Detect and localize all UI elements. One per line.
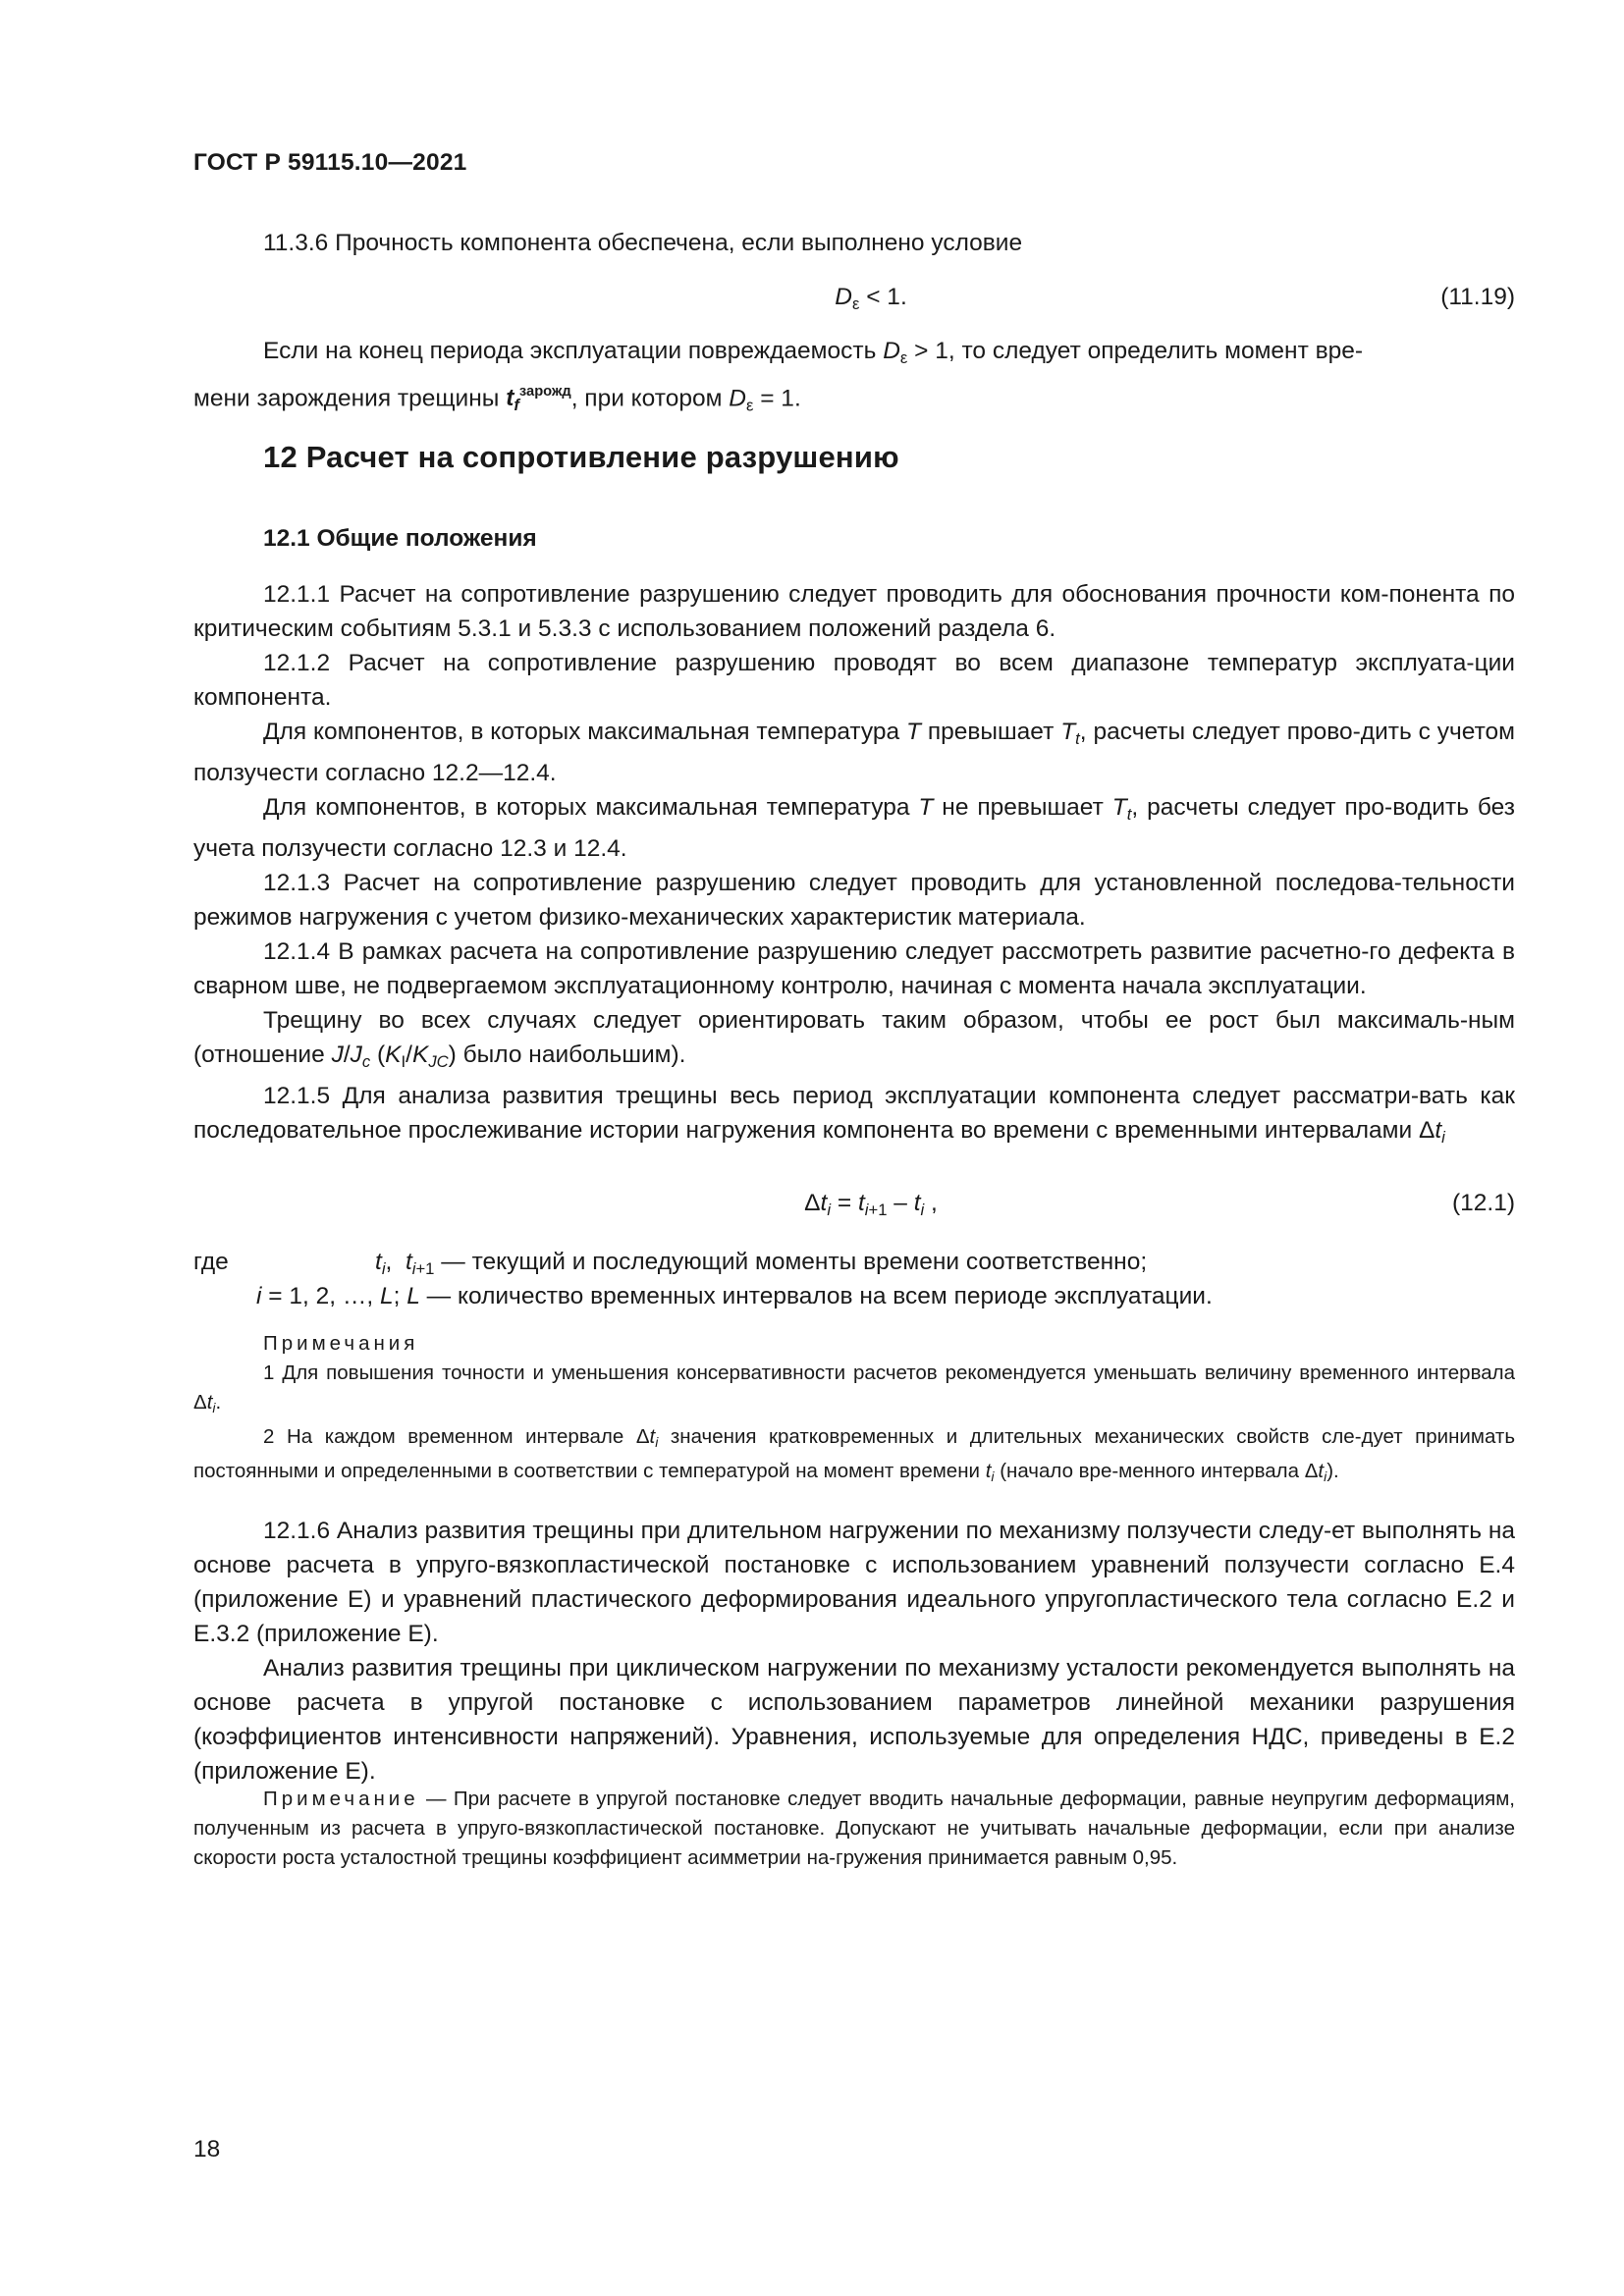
equation-number: (11.19) <box>1440 284 1515 310</box>
formula-12-1 <box>193 1186 1515 1221</box>
note-3: Примечание — При расчете в упругой постановке следует вводить начальные деформации, равные неупругим деформациям, полученным из расчета в упруго-вязкопластической постановке. Допускают не учитывать начальные деформации, если при анализе скорости роста усталостной трещины коэффициент асимметрии на-гружения принимается равным 0,95. <box>193 1788 1515 1869</box>
notes-block <box>193 1329 1515 1492</box>
note-3-block <box>193 1785 1515 1873</box>
document-page: ГОСТ Р 59115.10—2021 11.3.6 Прочность компонента обеспечена, если выполнено условие $D_\varepsilon < 1$. (11.19) Если на конец периода эксплуатации повреждаемость $D_\varepsilon > 1$, то следует определить момент вре- мени зарождения трещины $t_f^{зарожд}$, при котором $D_\varepsilon = 1$. 12 Расчет на сопротивление разрушению 12.1 Общие положения 12.1.1 Расчет на сопротивление разрушению следует проводить для обоснования прочности ком-понента по критическим событиям 5.3.1 и 5.3.3 с использованием положений раздела 6. 12.1.2 Расчет на сопротивление разрушению проводят во всем диапазоне температур эксплуата-ции компонента. Для компонентов, в которых максимальная температура T превышает $T_t$, расчеты следует прово-дить с учетом ползучести согласно 12.2—12.4. Для компонентов, в которых максимальная температура T не превышает $T_t$, расчеты следует про-водить без учета ползучести согласно 12.3 и 12.4. 12.1.3 Расчет на сопротивление разрушению следует проводить для установленной последова-тельности режимов нагружения с учетом физико-механических характеристик материала. 12.1.4 В рамках расчета на сопротивление разрушению следует рассмотреть развитие расчетно-го дефекта в сварном шве, не подвергаемом эксплуатационному контролю, начиная с момента начала эксплуатации. Трещину во всех случаях следует ориентировать таким образом, чтобы ее рост был максималь-ным (отношение $J/J_c$ $(K_I/K_{JC})$ было наибольшим). 12.1.5 Для анализа развития трещины весь период эксплуатации компонента следует рассматри-вать как последовательное прослеживание истории нагружения компонента во времени с временными интервалами $\Delta t_i$ $\Delta t_i = t_{i+1} - t_i$ , (12.1) где $t_i$, $t_{i+1}$ — текущий и последующий моменты времени соответственно; i = 1, 2, …, L; L — количество временных интервалов на всем периоде эксплуатации. Примечания 1 Для повышения точности и уменьшения консервативности расчетов рекомендуется уменьшать величину временного интервала $\Delta t_i$. 2 На каждом временном интервале $\Delta t_i$ значения кратковременных и длительных механических свойств сле-дует принимать постоянными и определенными в соответствии с температурой на момент времени $t_i$ (начало вре-менного интервала $\Delta t_i$). 12.1.6 Анализ развития трещины при длительном нагружении по механизму ползучести следу-ет выполнять на основе расчета в упруго-вязкопластической постановке с использованием уравнений ползучести согласно Е.4 (приложение Е) и уравнений пластического деформирования идеального упругопластического тела согласно Е.2 и Е.3.2 (приложение Е). Анализ развития трещины при циклическом нагружении по механизму усталости рекомендуется выполнять на основе расчета в упругой постановке с использованием параметров линейной механики разрушения (коэффициентов интенсивности напряжений). Уравнения, используемые для определения НДС, приведены в Е.2 (приложение Е). Примечание — При расчете в упругой постановке следует вводить начальные деформации, равные неупругим деформациям, полученным из расчета в упруго-вязкопластической постановке. Допускают не учитывать начальные деформации, если при анализе скорости роста усталостной трещины коэффициент асимметрии на-гружения принимается равным 0,95. 18 <box>193 149 1515 2163</box>
clause-11-3-6-text: 11.3.6 Прочность компонента обеспечена, если выполнено условие <box>263 230 1023 256</box>
formula-11-19 <box>193 280 1515 315</box>
subsection-12-1-body <box>193 577 1515 1154</box>
clause-12-1-6-fatigue: Анализ развития трещины при циклическом нагружении по механизму усталости рекомендуется выполнять на основе расчета в упругой постановке с использованием параметров линейной механики разрушения (коэффициентов интенсивности напряжений). Уравнения, используемые для определения НДС, приведены в Е.2 (приложение Е). <box>193 1655 1515 1785</box>
subsection-12-1-title: 12.1 Общие положения <box>263 525 537 552</box>
note-2: 2 На каждом временном интервале $\Delta t_i$ значения кратковременных и длительных механических свойств сле-дует принимать постоянными и определенными в соответствии с температурой на момент времени $t_i$ (начало вре-менного интервала $\Delta t_i$). <box>193 1425 1515 1485</box>
clause-11-3-6 <box>193 226 1515 260</box>
formula-12-1-body: $\Delta t_i = t_{i+1} - t_i$ , <box>804 1190 938 1219</box>
where-label: где <box>193 1249 229 1275</box>
note-1: 1 Для повышения точности и уменьшения консервативности расчетов рекомендуется уменьшать величину временного интервала $\Delta t_i$. <box>193 1362 1515 1416</box>
clause-12-1-2: 12.1.2 Расчет на сопротивление разрушению проводят во всем диапазоне температур эксплуата-ции компонента. <box>193 650 1515 711</box>
clause-12-1-6-block <box>193 1514 1515 1789</box>
clause-12-1-2-nocreep: Для компонентов, в которых максимальная температура T не превышает $T_t$, расчеты следует про-водить без учета ползучести согласно 12.3 и 12.4. <box>193 793 1515 862</box>
clause-12-1-3: 12.1.3 Расчет на сопротивление разрушению следует проводить для установленной последова-тельности режимов нагружения с учетом физико-механических характеристик материала. <box>193 869 1515 931</box>
section-12-title: 12 Расчет на сопротивление разрушению <box>263 440 899 474</box>
clause-12-1-4: 12.1.4 В рамках расчета на сопротивление разрушению следует рассмотреть развитие расчетно-го дефекта в сварном шве, не подвергаемом эксплуатационному контролю, начиная с момента начала эксплуатации. <box>193 937 1515 999</box>
equation-number: (12.1) <box>1451 1190 1515 1216</box>
clause-12-1-6: 12.1.6 Анализ развития трещины при длительном нагружении по механизму ползучести следу-ет выполнять на основе расчета в упруго-вязкопластической постановке с использованием уравнений ползучести согласно Е.4 (приложение Е) и уравнений пластического деформирования идеального упругопластического тела согласно Е.2 и Е.3.2 (приложение Е). <box>193 1518 1515 1647</box>
clause-12-1-2-creep: Для компонентов, в которых максимальная температура T превышает $T_t$, расчеты следует прово-дить с учетом ползучести согласно 12.2—12.4. <box>193 719 1515 786</box>
note-3-title: Примечание <box>263 1788 419 1810</box>
formula-11-19-body: $D_\varepsilon < 1$. <box>835 284 907 313</box>
notes-title: Примечания <box>263 1332 419 1355</box>
clause-12-1-4-orientation: Трещину во всех случаях следует ориентировать таким образом, чтобы ее рост был максималь-ным (отношение $J/J_c$ $(K_I/K_{JC})$ было наибольшим). <box>193 1006 1515 1071</box>
where-explanation-1: где $t_i$, $t_{i+1}$ — текущий и последующий моменты времени соответственно; <box>193 1249 1148 1278</box>
clause-12-1-1: 12.1.1 Расчет на сопротивление разрушению следует проводить для обоснования прочности ком-понента по критическим событиям 5.3.1 и 5.3.3 с использованием положений раздела 6. <box>193 581 1515 642</box>
document-code: ГОСТ Р 59115.10—2021 <box>193 149 467 176</box>
page-number: 18 <box>193 2136 221 2163</box>
clause-11-3-6-continuation: Если на конец периода эксплуатации повреждаемость $D_\varepsilon > 1$, то следует определить момент вре- мени зарождения трещины $t_f^{зарожд}$, при котором $D_\varepsilon = 1$. <box>193 338 1364 415</box>
clause-12-1-5: 12.1.5 Для анализа развития трещины весь период эксплуатации компонента следует рассматри-вать как последовательное прослеживание истории нагружения компонента во времени с временными интервалами $\Delta t_i$ <box>193 1082 1515 1147</box>
